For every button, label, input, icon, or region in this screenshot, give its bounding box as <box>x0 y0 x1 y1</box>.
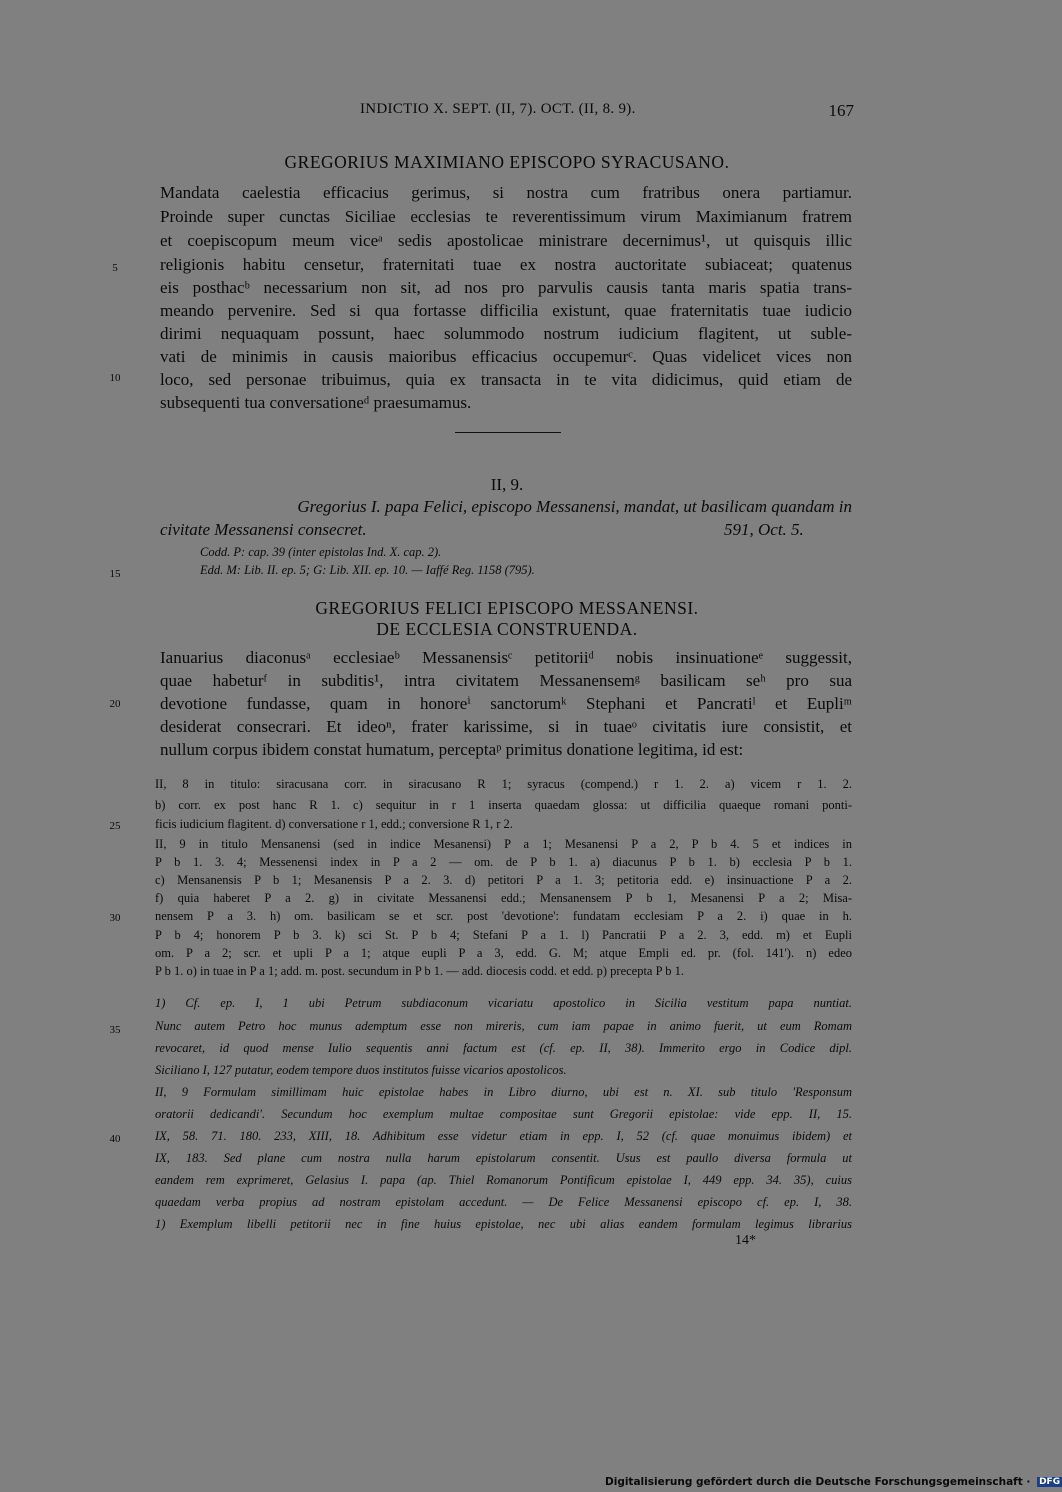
letter-date: 591, Oct. 5. <box>724 520 804 539</box>
text-line: nullum corpus ibidem constat humatum, perceptaᵖ primitus donatione legitima, id est: <box>160 740 744 759</box>
line-number: 10 <box>109 372 121 384</box>
note-line: II, 9 Formulam simillimam huic epistolae habes in Libro diurno, ubi est n. XI. sub titulo 'Responsum <box>155 1085 852 1099</box>
apparatus-line: P b 1. 3. 4; Messenensi index in P a 2 — om. de P b 1. a) diacunus P b 1. b) ecclesia P b 1. <box>155 855 852 869</box>
footer-text: Digitalisierung gefördert durch die Deutsche Forschungsgemeinschaft · <box>605 1476 1031 1488</box>
text-line: devotione fundasse, quam in honoreⁱ sanctorumᵏ Stephani et Pancratiˡ et Eupliᵐ <box>160 694 852 713</box>
signature-mark: 14* <box>735 1233 756 1248</box>
note-line: eandem rem exprimeret, Gelasius I. papa (ap. Thiel Romanorum Pontificum epistolae I, 449 epp. 34. 35), cuius <box>155 1173 852 1187</box>
editions-line: Edd. M: Lib. II. ep. 5; G: Lib. XII. ep. 10. — Iaffé Reg. 1158 (795). <box>200 563 535 577</box>
text-line: quae habeturᶠ in subditis¹, intra civitatem Messanensemᵍ basilicam seʰ pro sua <box>160 671 852 690</box>
text-line: meando pervenire. Sed si qua fortasse difficilia existunt, quae fraternitatis tuae iudicio <box>160 301 852 320</box>
line-number: 20 <box>109 698 121 710</box>
apparatus-line: om. P a 2; scr. et upli P a 1; atque eupli P a 3, edd. G. M; atque Empli ed. pr. (fol. 141'). n) edeo <box>155 946 852 960</box>
letter-heading: GREGORIUS MAXIMIANO EPISCOPO SYRACUSANO. <box>284 152 730 172</box>
apparatus-line: II, 9 in titulo Mensanensi (sed in indice Mesanensi) P a 1; Mesanensi P a 2, P b 4. 5 et indices in <box>155 837 852 851</box>
text-line: subsequenti tua conversationeᵈ praesumamus. <box>160 393 472 412</box>
apparatus-line: b) corr. ex post hanc R 1. c) sequitur in r 1 inserta quaedam glossa: ut difficilia quaeque romani ponti- <box>155 798 852 812</box>
codices-line: Codd. P: cap. 39 (inter epistolas Ind. X. cap. 2). <box>200 545 442 559</box>
running-header <box>160 101 854 125</box>
text-line: eis posthacᵇ necessarium non sit, ad nos pro parvulis causis tanta maris spatia trans- <box>160 278 852 297</box>
section-number: II, 9. <box>490 475 524 494</box>
note-line: IX, 183. Sed plane cum nostra nulla harum epistolarum consentit. Usus est paullo diversa formula ut <box>155 1151 852 1165</box>
note-line: revocaret, id quod mense Iulio sequentis anni factum est (cf. ep. II, 38). Immerito ergo in Codice dipl. <box>155 1041 852 1055</box>
apparatus-line: II, 8 in titulo: siracusana corr. in siracusano R 1; syracus (compend.) r 1. 2. a) vicem r 1. 2. <box>155 777 852 791</box>
text-line: Proinde super cunctas Siciliae ecclesias te reverentissimum virum Maximianum fratrem <box>160 207 852 226</box>
dfg-logo: DFG <box>1039 1477 1061 1487</box>
note-line: IX, 58. 71. 180. 233, XIII, 18. Adhibitum esse videtur etiam in epp. I, 52 (cf. quae monuimus ibidem) et <box>155 1129 852 1143</box>
text-line: dirimi nequaquam possunt, haec solummodo nostrum iudicium flagitent, ut suble- <box>160 324 852 343</box>
apparatus-line: ficis iudicium flagitent. d) conversatione r 1, edd.; conversione R 1, r 2. <box>155 817 513 831</box>
text-line: Mandata caelestia efficacius gerimus, si nostra cum fratribus onera partiamur. <box>160 183 852 202</box>
line-number: 35 <box>109 1024 121 1036</box>
letter-heading: GREGORIUS FELICI EPISCOPO MESSANENSI. <box>315 598 699 618</box>
text-line: vati de minimis in causis maioribus efficacius occupemurᶜ. Quas videlicet vices non <box>160 347 852 366</box>
note-line: oratorii dedicandi'. Secundum hoc exemplum multae compositae sunt Gregorii epistolae: vide epp. II, 15. <box>155 1107 852 1121</box>
text-line: desiderat consecrari. Et ideoⁿ, frater karissime, si in tuaeᵒ civitatis iure consistit, et <box>160 717 852 736</box>
page-number: 167 <box>828 101 854 120</box>
apparatus-line: f) quia haberet P a 2. g) in civitate Messanensi edd.; Mensanensem P b 1, Mesanensi P a 2; Misa- <box>155 891 852 905</box>
text-line: Ianuarius diaconusᵃ ecclesiaeᵇ Messanensisᶜ petitoriiᵈ nobis insinuationeᵉ suggessit, <box>160 648 852 667</box>
summary-line: civitate Messanensi consecret. <box>160 520 367 539</box>
note-line: 1) Exemplum libelli petitorii nec in fine huius epistolae, nec ubi alias eandem formulam legimus librarius <box>155 1217 852 1231</box>
summary-line: Gregorius I. papa Felici, episcopo Messanensi, mandat, ut basilicam quandam in <box>297 497 852 516</box>
text-line: religionis habitu censetur, fraternitati tuae ex nostra auctoritate subiaceat; quatenus <box>160 255 852 274</box>
line-number: 40 <box>109 1133 121 1145</box>
text-line: loco, sed personae tribuimus, quia ex transacta in te vita didicimus, quid etiam de <box>160 370 852 389</box>
line-number: 5 <box>112 262 118 274</box>
note-line: Nunc autem Petro hoc munus ademptum esse non mireris, cum iam papae in animo fuerit, ut eum Romam <box>155 1019 852 1033</box>
apparatus-line: P b 1. o) in tuae in P a 1; add. m. post. secundum in P b 1. — add. diocesis codd. et edd. p) precepta P b 1. <box>155 964 684 978</box>
section-divider <box>455 432 561 433</box>
note-line: 1) Cf. ep. I, 1 ubi Petrum subdiaconum vicariatu apostolico in Sicilia vestitum papa nuntiat. <box>155 996 852 1010</box>
text-line: et coepiscopum meum viceᵃ sedis apostolicae ministrare decernimus¹, ut quisquis illic <box>160 231 852 250</box>
digitization-footer <box>605 1476 1062 1488</box>
letter-subheading: DE ECCLESIA CONSTRUENDA. <box>376 619 638 639</box>
apparatus-line: nensem P a 3. h) om. basilicam se et scr. post 'devotione': fundatam ecclesiam P a 2. i) quae in h. <box>155 909 852 923</box>
line-number: 30 <box>109 912 121 924</box>
running-head: INDICTIO X. SEPT. (II, 7). OCT. (II, 8. 9). <box>360 101 636 117</box>
note-line: Siciliano I, 127 putatur, eodem tempore duos institutos fuisse vicarios apostolicos. <box>155 1063 567 1077</box>
apparatus-line: P b 4; honorem P b 3. k) sci St. P b 4; Stefani P a 1. l) Pancratii P a 2. 3, edd. m) et Eupli <box>155 928 852 942</box>
line-number: 25 <box>109 820 121 832</box>
note-line: quaedam verba propius ad nostram epistolam accedunt. — De Felice Messanensi episcopo cf. ep. I, 38. <box>155 1195 852 1209</box>
line-number: 15 <box>109 568 121 580</box>
apparatus-line: c) Mensanensis P b 1; Mesanensis P a 2. 3. d) petitori P a 1. 3; petitoria edd. e) insinuactione P a 2. <box>155 873 852 887</box>
